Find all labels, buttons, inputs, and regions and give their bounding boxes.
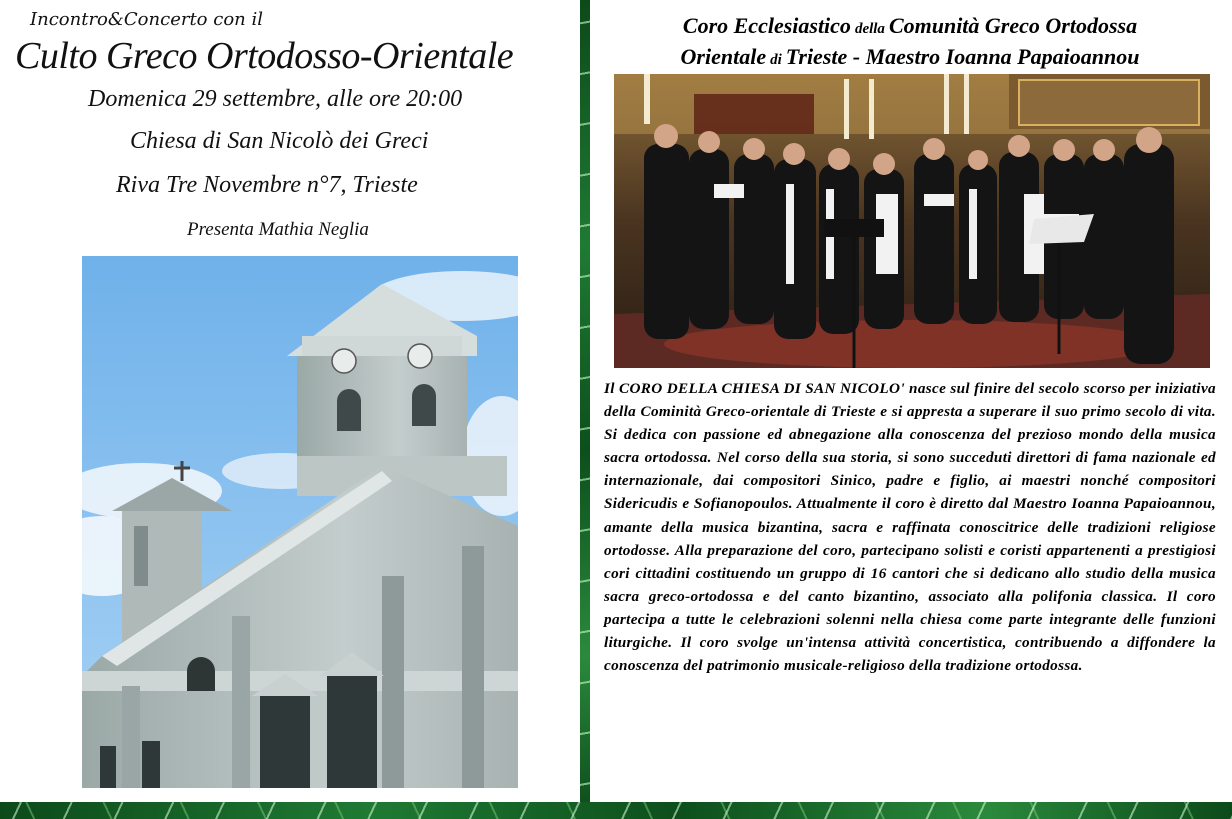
event-venue: Chiesa di San Nicolò dei Greci (130, 128, 429, 154)
vertical-divider (580, 0, 590, 819)
bottom-border (0, 802, 1232, 819)
event-presenter: Presenta Mathia Neglia (187, 219, 369, 240)
choir-heading-part1: Coro Ecclesiastico (682, 13, 851, 38)
event-date: Domenica 29 settembre, alle ore 20:00 (88, 86, 463, 112)
choir-heading-conn2: di (770, 52, 782, 68)
choir-heading-conn1: della (854, 21, 885, 37)
choir-photo (614, 74, 1210, 368)
choir-heading-part2: Comunità Greco Ortodossa (888, 13, 1138, 38)
choir-description: Il CORO DELLA CHIESA DI SAN NICOLO' nasce sul finire del secolo scorso per iniziativa della Cominità Greco-orientale di Trieste e si appresta a superare il suo primo secolo di vita. Si dedica con passione ed abnegazione alla conoscenza del prezioso mondo della musica sacra ortodossa. Nel corso della sua storia, si sono succeduti direttori di fama nazionale ed internazionale, dai compositori Sinico, padre e figlio, ai maestri nonché compositori Sidericudis e Sofianopoulos. Attualmente il coro è diretto dal Maestro Ioanna Papaioannou, amante della musica bizantina, sacra e raffinata conoscitrice delle tradizioni religiose ortodosse. Alla preparazione del coro, partecipano solisti e coristi appartenenti a prestigiosi cori cittadini costituendo un gruppo di 16 cantori che si dedicano allo studio della musica sacra greco-ortodossa e del canto bizantino, associato alla polifonia classica. Il coro partecipa a tutte le celebrazioni solenni nella chiesa come parte integrante delle funzioni liturgiche. Il coro svolge un'intensa attività concertistica, contribuendo a diffondere la conoscenza del patrimonio musicale-religioso della tradizione ortodossa. (604, 380, 1217, 675)
choir-heading (600, 12, 1220, 74)
event-intro: Incontro&Concerto con il (30, 9, 263, 30)
church-photo (82, 256, 518, 788)
choir-heading-part3: Orientale (680, 44, 767, 69)
event-address: Riva Tre Novembre n°7, Trieste (116, 172, 418, 198)
choir-heading-part4: Trieste - Maestro Ioanna Papaioannou (785, 44, 1140, 69)
event-title: Culto Greco Ortodosso-Orientale (15, 35, 514, 77)
